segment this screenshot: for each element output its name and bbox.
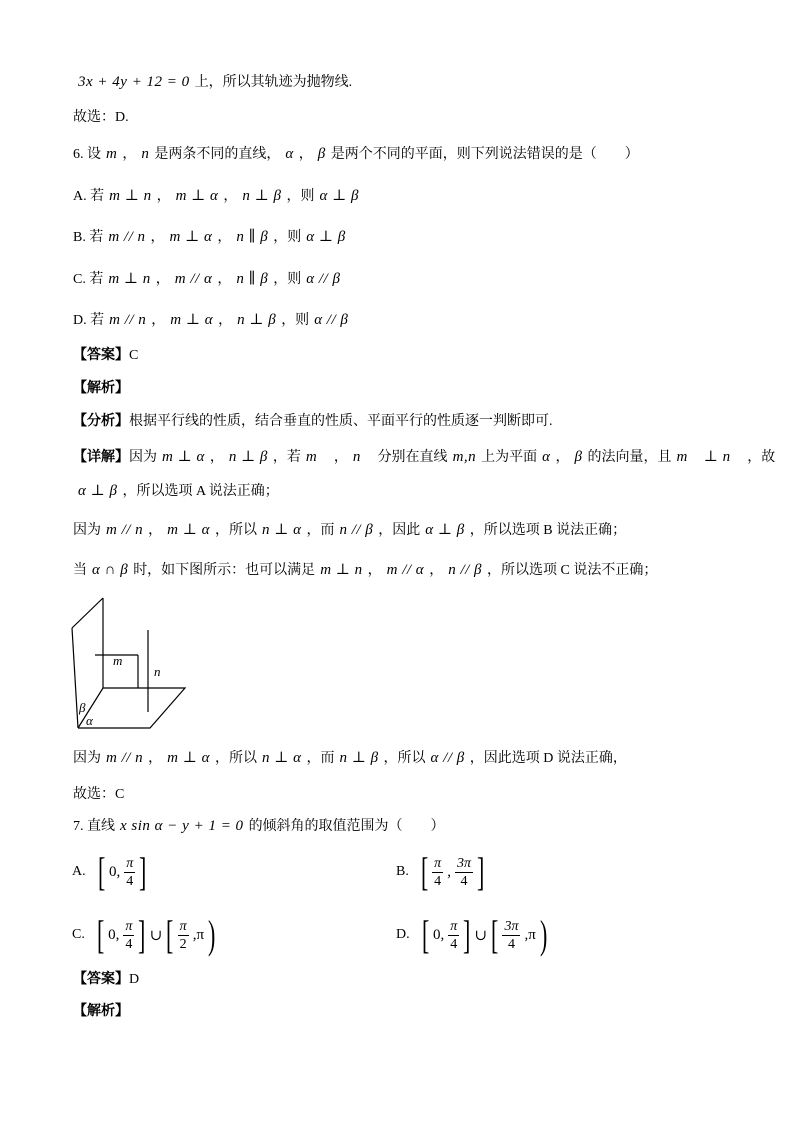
text-run: ，所以 bbox=[383, 751, 426, 766]
text-run: 是两条不同的直线， bbox=[154, 147, 281, 162]
math-expression: n ∥ β bbox=[236, 271, 269, 287]
alpha-plane bbox=[78, 688, 185, 728]
fraction-numerator: 3π bbox=[504, 918, 519, 934]
text-run: B. 若 bbox=[73, 230, 104, 245]
fraction bbox=[448, 918, 459, 953]
text-run: ， bbox=[155, 272, 170, 287]
text-run: 0, bbox=[432, 926, 445, 943]
math-expression: n ⊥ α bbox=[261, 522, 302, 538]
text-run: 上为平面 bbox=[481, 450, 538, 465]
math-expression: m⃗ ⊥ n⃗ bbox=[676, 449, 743, 465]
math-expression: n ⊥ β bbox=[339, 750, 379, 766]
q7-option-b bbox=[396, 848, 486, 896]
text-run: 根据平行线的性质，结合垂直的性质、平面平行的性质逐一判断即可. bbox=[129, 414, 553, 429]
text-run: 时，如下图所示：也可以满足 bbox=[133, 563, 316, 578]
math-expression: m ⊥ α bbox=[170, 312, 214, 328]
text-run: ，则 bbox=[286, 189, 315, 204]
math-expression: α ⊥ β bbox=[319, 188, 359, 204]
bracket: [ bbox=[421, 912, 429, 957]
text-run: ， bbox=[367, 563, 382, 578]
text-run: ， bbox=[151, 313, 166, 328]
text-run: ， bbox=[150, 230, 165, 245]
bracket: [ bbox=[97, 849, 105, 894]
text-run: ， bbox=[148, 751, 163, 766]
text-run: ，所以选项 C 说法不正确； bbox=[487, 563, 658, 578]
option-label: B. bbox=[396, 864, 409, 879]
section-heading: 【答案】 bbox=[73, 348, 129, 363]
text-run: ， bbox=[298, 147, 313, 162]
text-run: ，因此选项 D 说法正确， bbox=[469, 751, 627, 766]
text-run: ，故 bbox=[747, 450, 776, 465]
fraction-denominator: 4 bbox=[126, 873, 134, 889]
math-expression: m ⊥ n bbox=[108, 271, 151, 287]
text-run: ，则 bbox=[281, 313, 310, 328]
section-heading: 【分析】 bbox=[73, 414, 129, 429]
q6-detail-line-3 bbox=[73, 519, 626, 541]
planes-lines-figure bbox=[60, 592, 200, 734]
text-run: 的法向量，且 bbox=[587, 450, 672, 465]
text-run: ，所以选项 B 说法正确； bbox=[469, 523, 627, 538]
text-run: ，因此 bbox=[378, 523, 421, 538]
label-n: n bbox=[154, 664, 161, 679]
q6-option-b bbox=[73, 226, 351, 248]
fraction-numerator: π bbox=[450, 918, 458, 934]
text-run: ， bbox=[429, 563, 444, 578]
text-run: D bbox=[129, 972, 140, 987]
math-expression: n ⊥ β bbox=[242, 188, 282, 204]
q7-option-c bbox=[72, 911, 217, 959]
math-expression: m // n bbox=[108, 229, 146, 245]
math-expression: m⃗ bbox=[305, 449, 329, 465]
text-run: A. 若 bbox=[73, 189, 105, 204]
label-beta: β bbox=[79, 700, 86, 715]
bracket: ] bbox=[138, 912, 146, 957]
math-expression: α // β bbox=[430, 750, 465, 766]
math-expression: n // β bbox=[339, 522, 374, 538]
math-expression: n ⊥ α bbox=[261, 750, 302, 766]
fraction-denominator: 4 bbox=[125, 936, 133, 952]
bracket: ] bbox=[463, 912, 471, 957]
q6-answer bbox=[73, 345, 138, 367]
math-expression: m ⊥ α bbox=[175, 188, 219, 204]
fraction bbox=[455, 855, 473, 890]
bracket: ) bbox=[208, 912, 216, 957]
q6-explanation-heading bbox=[73, 378, 129, 400]
text-run: ， bbox=[555, 450, 570, 465]
math-expression: n ∥ β bbox=[236, 229, 269, 245]
text-run: 的倾斜角的取值范围为（ ） bbox=[248, 819, 445, 834]
math-expression: m ⊥ α bbox=[167, 522, 210, 538]
label-m: m bbox=[113, 653, 123, 668]
fraction bbox=[178, 918, 189, 953]
math-expression: α ⊥ β bbox=[306, 229, 346, 245]
text-run: ， bbox=[148, 523, 163, 538]
option-interval bbox=[420, 914, 550, 956]
beta-plane-left-edge bbox=[72, 628, 78, 728]
fraction-numerator: π bbox=[126, 855, 134, 871]
fraction bbox=[124, 855, 135, 890]
q6-analysis bbox=[73, 411, 553, 433]
math-expression: m ⊥ n bbox=[109, 188, 152, 204]
text-run: ，则 bbox=[273, 272, 302, 287]
text-run: ， bbox=[333, 450, 348, 465]
math-expression: m // n bbox=[106, 522, 144, 538]
text-run: ，所以 bbox=[214, 751, 257, 766]
option-interval bbox=[95, 914, 218, 956]
prev-answer-choice bbox=[73, 107, 129, 129]
section-heading: 【解析】 bbox=[73, 1004, 129, 1019]
fraction-numerator: 3π bbox=[456, 855, 471, 871]
text-run: 7. 直线 bbox=[73, 819, 115, 834]
q6-detail-line-2 bbox=[73, 480, 279, 502]
q7-option-a bbox=[72, 848, 149, 896]
q7-option-d bbox=[396, 911, 549, 959]
label-alpha: α bbox=[86, 713, 93, 728]
fraction-numerator: π bbox=[179, 918, 187, 934]
text-run: ， bbox=[218, 313, 233, 328]
math-expression: m // n bbox=[109, 312, 147, 328]
fraction-denominator: 4 bbox=[434, 873, 442, 889]
math-expression: α ∩ β bbox=[92, 562, 129, 578]
text-run: ，若 bbox=[272, 450, 301, 465]
q6-option-a bbox=[73, 185, 364, 207]
fraction-denominator: 2 bbox=[179, 936, 187, 952]
text-run: C. 若 bbox=[73, 272, 104, 287]
text-run: ， bbox=[217, 230, 232, 245]
text-run: 当 bbox=[73, 563, 87, 578]
q7-stem bbox=[73, 815, 445, 837]
math-expression: α ⊥ β bbox=[425, 522, 465, 538]
bracket: [ bbox=[491, 912, 499, 957]
text-run: 因为 bbox=[73, 523, 101, 538]
text-run: ，所以 bbox=[214, 523, 257, 538]
text-run: 6. 设 bbox=[73, 147, 101, 162]
beta-plane-top-edge bbox=[72, 598, 103, 628]
text-run: 上，所以其轨迹为抛物线. bbox=[194, 75, 353, 90]
bracket: [ bbox=[96, 912, 105, 957]
section-heading: 【答案】 bbox=[73, 972, 129, 987]
option-interval bbox=[96, 851, 149, 893]
fraction-denominator: 4 bbox=[450, 936, 458, 952]
q6-stem bbox=[73, 143, 639, 165]
q7-answer bbox=[73, 969, 139, 991]
text-run: ，则 bbox=[273, 230, 302, 245]
text-run: 故选：C bbox=[73, 787, 125, 802]
q6-final-choice bbox=[73, 784, 124, 806]
fraction bbox=[123, 918, 134, 953]
math-expression: m // α bbox=[386, 562, 425, 578]
math-expression: m // α bbox=[174, 271, 213, 287]
text-run: 因为 bbox=[129, 450, 157, 465]
math-expression: β bbox=[574, 449, 583, 465]
prev-solution-conclusion bbox=[73, 71, 352, 93]
math-expression: m,n bbox=[452, 449, 477, 465]
fraction-denominator: 4 bbox=[460, 873, 468, 889]
fraction-numerator: π bbox=[125, 918, 133, 934]
option-interval bbox=[419, 851, 486, 893]
math-expression: n ⊥ β bbox=[237, 312, 277, 328]
bracket: [ bbox=[420, 849, 429, 894]
text-run: ， bbox=[156, 189, 171, 204]
math-expression: m ⊥ n bbox=[320, 562, 363, 578]
text-run: ∪ bbox=[474, 927, 488, 944]
bracket: ] bbox=[476, 849, 485, 894]
text-run: 0, bbox=[108, 926, 120, 943]
math-expression: α ⊥ β bbox=[78, 483, 118, 499]
math-expression: m bbox=[106, 146, 118, 162]
fraction bbox=[432, 855, 443, 890]
math-expression: n bbox=[141, 146, 150, 162]
q6-option-d bbox=[73, 309, 353, 331]
math-expression: n // β bbox=[448, 562, 482, 578]
bracket: ) bbox=[539, 912, 548, 957]
text-run: 因为 bbox=[73, 751, 101, 766]
math-expression: m // n bbox=[106, 750, 144, 766]
q6-detail-line-1 bbox=[73, 446, 775, 468]
math-expression: x sin α − y + 1 = 0 bbox=[120, 818, 244, 834]
math-expression: α // β bbox=[306, 271, 341, 287]
text-run: ， bbox=[223, 189, 238, 204]
math-expression: n⃗ bbox=[352, 449, 373, 465]
fraction-denominator: 4 bbox=[507, 936, 515, 952]
math-expression: α bbox=[542, 449, 551, 465]
text-run: C bbox=[129, 348, 139, 363]
text-run: 故选：D. bbox=[73, 110, 129, 125]
math-expression: 3x + 4y + 12 = 0 bbox=[78, 74, 190, 90]
text-run: ,π bbox=[192, 926, 205, 943]
text-run: , bbox=[447, 863, 451, 880]
text-run: ， bbox=[217, 272, 232, 287]
option-label: C. bbox=[72, 927, 85, 942]
text-run: ，而 bbox=[306, 751, 335, 766]
q6-option-c bbox=[73, 268, 345, 290]
q7-explanation-heading bbox=[73, 1001, 129, 1023]
bracket: ] bbox=[139, 849, 147, 894]
section-heading: 【详解】 bbox=[73, 450, 129, 465]
text-run: ∪ bbox=[149, 927, 163, 944]
bracket: [ bbox=[166, 912, 174, 957]
math-expression: α // β bbox=[314, 312, 349, 328]
math-expression: α bbox=[285, 146, 294, 162]
math-expression: m ⊥ α bbox=[169, 229, 213, 245]
math-expression: n ⊥ β bbox=[228, 449, 268, 465]
text-run: ， bbox=[122, 147, 137, 162]
text-run: 0, bbox=[108, 863, 121, 880]
option-label: D. bbox=[396, 927, 410, 942]
q6-detail-line-5 bbox=[73, 747, 627, 769]
text-run: ，而 bbox=[306, 523, 335, 538]
fraction-numerator: π bbox=[434, 855, 442, 871]
text-run: ,π bbox=[524, 926, 536, 943]
text-run: 是两个不同的平面，则下列说法错误的是（ ） bbox=[330, 147, 639, 162]
section-heading: 【解析】 bbox=[73, 381, 129, 396]
text-run: D. 若 bbox=[73, 313, 105, 328]
text-run: 分别在直线 bbox=[377, 450, 448, 465]
math-expression: β bbox=[317, 146, 326, 162]
math-expression: m ⊥ α bbox=[162, 449, 205, 465]
text-run: ， bbox=[209, 450, 224, 465]
text-run: ，所以选项 A 说法正确； bbox=[122, 484, 279, 499]
fraction bbox=[502, 918, 520, 953]
option-label: A. bbox=[72, 864, 86, 879]
math-expression: m ⊥ α bbox=[167, 750, 210, 766]
q6-detail-line-4 bbox=[73, 559, 657, 581]
